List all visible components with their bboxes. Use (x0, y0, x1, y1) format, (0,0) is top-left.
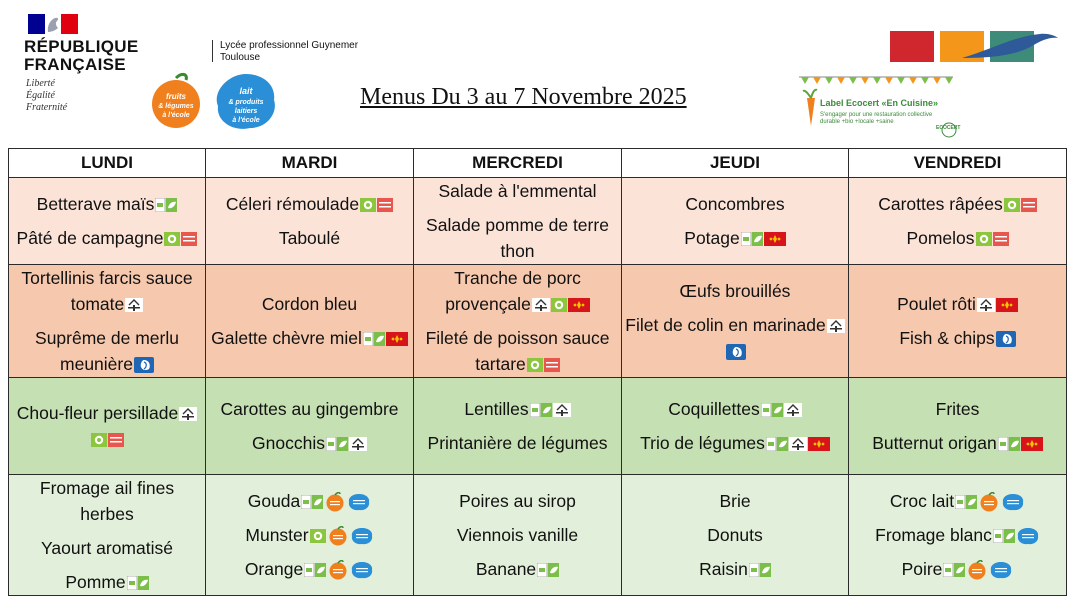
fruits-legumes-ecole-logo (150, 70, 202, 130)
ecocert-badge: ECOCERT (936, 125, 961, 131)
viande-france-icon (179, 407, 197, 421)
menu-cell (414, 475, 622, 596)
item-spacer (11, 527, 203, 535)
item-spacer (851, 317, 1064, 325)
bio-label-icon (749, 563, 771, 577)
viande-france-icon (977, 298, 995, 312)
bird-icon (960, 28, 1060, 73)
menu-item (11, 569, 203, 595)
menu-item (851, 191, 1064, 217)
menu-cell (849, 475, 1067, 596)
menu-cell (9, 265, 206, 378)
menu-cell (9, 378, 206, 475)
hve-label-icon (91, 433, 107, 447)
item-spacer (416, 422, 619, 430)
svg-text:lait: lait (239, 86, 253, 96)
menu-item (624, 191, 846, 217)
republique-motto: Liberté Égalité Fraternité (26, 78, 68, 113)
bio-label-icon (955, 495, 977, 509)
menu-item (624, 278, 846, 304)
menu-item (208, 430, 411, 456)
msc-peche-durable-icon (726, 344, 746, 360)
lait-ecole-icon (989, 560, 1013, 580)
dish-name: Raisin (699, 559, 748, 579)
menu-item (416, 178, 619, 204)
menu-item (11, 400, 203, 452)
dish-name: Trio de légumes (640, 433, 765, 453)
bio-label-icon (993, 529, 1015, 543)
svg-text:à l'école: à l'école (232, 117, 260, 124)
dish-name: Concombres (685, 194, 785, 214)
menu-row-plat (9, 265, 1067, 378)
menu-cell (622, 475, 849, 596)
dish-name: Tranche de porc provençale (445, 268, 581, 314)
dish-name: Butternut origan (872, 433, 997, 453)
menu-cell (849, 378, 1067, 475)
menu-item (624, 225, 846, 251)
dish-name: Yaourt aromatisé (41, 538, 173, 558)
menu-item (416, 430, 619, 456)
dish-name: Pomelos (906, 228, 975, 248)
svg-text:laitiers: laitiers (234, 108, 258, 115)
msc-peche-durable-icon (996, 331, 1016, 347)
fruits-legumes-ecole-icon (324, 492, 346, 512)
viande-france-icon (532, 298, 550, 312)
dish-name: Fish & chips (899, 328, 995, 348)
menu-item (11, 265, 203, 317)
dish-name: Fromage blanc (875, 525, 992, 545)
label-rouge-icon (544, 358, 560, 372)
menu-row-accompagnement (9, 378, 1067, 475)
dish-name: Céleri rémoulade (225, 194, 360, 214)
item-spacer (208, 514, 411, 522)
bio-label-icon (761, 403, 783, 417)
viande-france-icon (789, 437, 807, 451)
bio-label-icon (998, 437, 1020, 451)
bio-label-icon (943, 563, 965, 577)
dish-name: Pâté de campagne (16, 228, 164, 248)
label-rouge-icon (181, 232, 197, 246)
lait-ecole-icon (1001, 492, 1025, 512)
menu-item (416, 488, 619, 514)
item-spacer (851, 422, 1064, 430)
lait-ecole-icon (347, 492, 371, 512)
dish-name: Taboulé (278, 228, 341, 248)
dish-name: Viennois vanille (456, 525, 579, 545)
dish-name: Filet de colin en marinade (625, 315, 826, 335)
menu-item (624, 396, 846, 422)
hve-label-icon (527, 358, 543, 372)
dish-name: Poire (901, 559, 943, 579)
menu-item (208, 225, 411, 251)
header-divider (212, 40, 213, 62)
menu-item (624, 312, 846, 364)
menu-item (208, 488, 411, 514)
menu-cell (206, 265, 414, 378)
days-header-row (9, 149, 1067, 178)
dish-name: Salade pomme de terre thon (426, 215, 609, 261)
menu-item (624, 522, 846, 548)
dish-name: Chou-fleur persillade (16, 403, 179, 423)
label-rouge-icon (377, 198, 393, 212)
occitanie-label-icon (386, 332, 408, 346)
dish-name: Munster (245, 525, 309, 545)
menu-item (851, 225, 1064, 251)
svg-text:& légumes: & légumes (158, 103, 194, 110)
dish-name: Croc lait (889, 491, 955, 511)
menu-item (624, 556, 846, 582)
svg-text:& produits: & produits (228, 99, 264, 106)
menu-item (851, 556, 1064, 582)
menu-table (8, 148, 1067, 596)
occitanie-label-icon (568, 298, 590, 312)
menu-item (851, 430, 1064, 456)
menu-item (851, 522, 1064, 548)
menu-item (208, 191, 411, 217)
item-spacer (208, 422, 411, 430)
occitanie-label-icon (1021, 437, 1043, 451)
day-header-mercredi: MERCREDI (414, 149, 622, 178)
label-rouge-icon (108, 433, 124, 447)
bio-label-icon (304, 563, 326, 577)
item-spacer (416, 317, 619, 325)
item-spacer (624, 514, 846, 522)
dish-name: Poires au sirop (459, 491, 576, 511)
dish-name: Pomme (65, 572, 126, 592)
page-title: Menus Du 3 au 7 Novembre 2025 (360, 84, 687, 110)
lait-ecole-icon (1016, 526, 1040, 546)
label-rouge-icon (1021, 198, 1037, 212)
hve-label-icon (551, 298, 567, 312)
label-rouge-icon (993, 232, 1009, 246)
republique-francaise-name: RÉPUBLIQUE FRANÇAISE (24, 37, 139, 74)
menu-item (416, 265, 619, 317)
fruits-legumes-ecole-icon (978, 492, 1000, 512)
menu-item (416, 325, 619, 377)
dish-name: Coquillettes (668, 399, 760, 419)
dish-name: Fileté de poisson sauce tartare (425, 328, 610, 374)
msc-peche-durable-icon (134, 357, 154, 373)
occitanie-label-icon (764, 232, 786, 246)
viande-france-icon (784, 403, 802, 417)
day-header-jeudi: JEUDI (622, 149, 849, 178)
svg-text:fruits: fruits (166, 92, 186, 101)
dish-name: Gnocchis (252, 433, 325, 453)
bio-label-icon (530, 403, 552, 417)
dish-name: Brie (719, 491, 751, 511)
menu-item (11, 535, 203, 561)
menu-cell (206, 475, 414, 596)
fruits-legumes-ecole-icon (327, 526, 349, 546)
day-header-vendredi: VENDREDI (849, 149, 1067, 178)
menu-row-dessert (9, 475, 1067, 596)
menu-cell (9, 178, 206, 265)
menu-cell (849, 265, 1067, 378)
dish-name: Orange (244, 559, 304, 579)
menu-cell (414, 265, 622, 378)
dish-name: Carottes au gingembre (220, 399, 399, 419)
item-spacer (11, 317, 203, 325)
item-spacer (851, 514, 1064, 522)
dish-name: Salade à l'emmental (438, 181, 597, 201)
viande-france-icon (553, 403, 571, 417)
viande-france-icon (125, 298, 143, 312)
menu-cell (206, 178, 414, 265)
item-spacer (851, 217, 1064, 225)
menu-item (208, 556, 411, 582)
item-spacer (624, 304, 846, 312)
item-spacer (416, 548, 619, 556)
school-name: Lycée professionnel Guynemer Toulouse (220, 40, 359, 63)
bio-label-icon (301, 495, 323, 509)
menu-item (11, 325, 203, 377)
marianne-icon (44, 14, 62, 34)
item-spacer (851, 548, 1064, 556)
dish-name: Cordon bleu (261, 294, 358, 314)
ecocert-subtitle: S'engager pour une restauration collective durable +bio +locale +saine (820, 112, 933, 125)
item-spacer (11, 217, 203, 225)
item-spacer (11, 561, 203, 569)
menu-cell (414, 378, 622, 475)
lait-produits-laitiers-ecole-logo (210, 70, 282, 134)
bio-label-icon (155, 198, 177, 212)
dish-name: Lentilles (464, 399, 529, 419)
fruits-legumes-ecole-icon (966, 560, 988, 580)
red-square-logo (890, 31, 934, 62)
item-spacer (416, 204, 619, 212)
menu-item (208, 291, 411, 317)
menu-cell (622, 378, 849, 475)
menu-cell (622, 178, 849, 265)
menu-item (416, 212, 619, 264)
day-header-lundi: LUNDI (9, 149, 206, 178)
bio-label-icon (363, 332, 385, 346)
menu-item (851, 488, 1064, 514)
dish-name: Frites (935, 399, 980, 419)
dish-name: Poulet rôti (897, 294, 976, 314)
menu-cell (622, 265, 849, 378)
fruits-legumes-ecole-icon (327, 560, 349, 580)
viande-france-icon (827, 319, 845, 333)
menu-item (11, 225, 203, 251)
dish-name: Banane (475, 559, 537, 579)
dish-name: Gouda (247, 491, 301, 511)
menu-item (11, 191, 203, 217)
dish-name: Fromage ail fines herbes (39, 478, 175, 524)
item-spacer (208, 217, 411, 225)
item-spacer (208, 548, 411, 556)
ecocert-title: Label Ecocert «En Cuisine» (820, 98, 939, 108)
menu-item (208, 396, 411, 422)
dish-name: Tortellinis farcis sauce tomate (21, 268, 193, 314)
menu-item (208, 325, 411, 351)
bio-label-icon (127, 576, 149, 590)
menu-cell (9, 475, 206, 596)
hve-label-icon (360, 198, 376, 212)
menu-item (624, 488, 846, 514)
item-spacer (624, 217, 846, 225)
menu-item (851, 291, 1064, 317)
dish-name: Suprême de merlu meunière (35, 328, 179, 374)
item-spacer (624, 422, 846, 430)
bio-label-icon (766, 437, 788, 451)
occitanie-label-icon (808, 437, 830, 451)
dish-name: Galette chèvre miel (211, 328, 362, 348)
lait-ecole-icon (350, 526, 374, 546)
menu-item (851, 396, 1064, 422)
menu-row-entree (9, 178, 1067, 265)
item-spacer (416, 514, 619, 522)
dish-name: Donuts (707, 525, 763, 545)
hve-label-icon (1004, 198, 1020, 212)
menu-item (11, 475, 203, 527)
bio-label-icon (537, 563, 559, 577)
menu-cell (414, 178, 622, 265)
menu-cell (849, 178, 1067, 265)
hve-label-icon (164, 232, 180, 246)
svg-text:à l'école: à l'école (162, 112, 190, 119)
menu-item (416, 396, 619, 422)
item-spacer (208, 317, 411, 325)
hve-label-icon (310, 529, 326, 543)
bio-label-icon (326, 437, 348, 451)
dish-name: Printanière de légumes (427, 433, 608, 453)
menu-cell (206, 378, 414, 475)
dish-name: Œufs brouillés (679, 281, 791, 301)
menu-item (208, 522, 411, 548)
occitanie-label-icon (996, 298, 1018, 312)
dish-name: Betterave maïs (36, 194, 155, 214)
dish-name: Carottes râpées (878, 194, 1003, 214)
dish-name: Potage (684, 228, 740, 248)
day-header-mardi: MARDI (206, 149, 414, 178)
bio-label-icon (741, 232, 763, 246)
menu-item (851, 325, 1064, 351)
hve-label-icon (976, 232, 992, 246)
viande-france-icon (349, 437, 367, 451)
menu-item (416, 522, 619, 548)
item-spacer (624, 548, 846, 556)
lait-ecole-icon (350, 560, 374, 580)
menu-item (624, 430, 846, 456)
menu-item (416, 556, 619, 582)
